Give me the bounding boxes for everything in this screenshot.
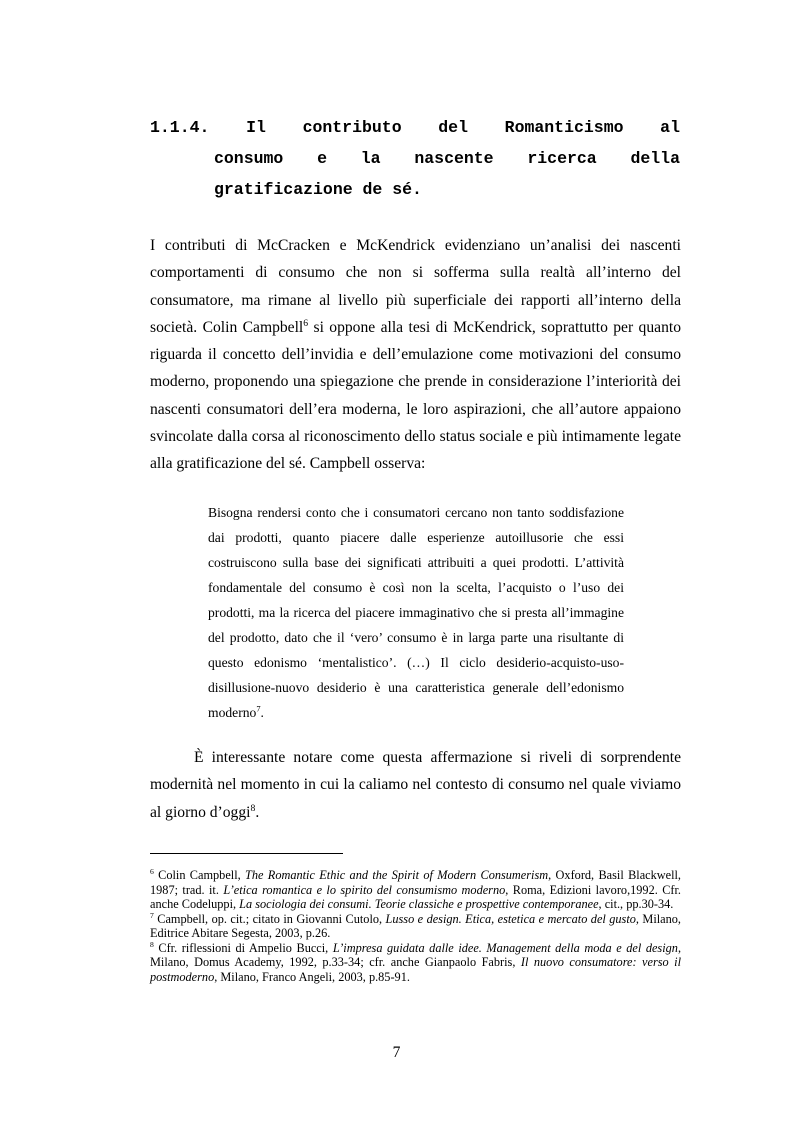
footnote-ref-7[interactable]: 7	[256, 703, 261, 714]
footnote-number: 8	[150, 939, 154, 949]
heading-word: Romanticismo	[504, 118, 624, 137]
heading-word: contributo	[302, 118, 402, 137]
heading-word: della	[630, 149, 680, 168]
footnote-ref-6[interactable]: 6	[303, 317, 309, 329]
footnote-text: , Milano, Domus Academy, 1992, p.33-34; cfr. anche Gianpaolo Fabris,	[150, 940, 682, 969]
footnote-title: The Romantic Ethic and the Spirit of Modern Consumerism	[245, 868, 549, 882]
footnote-title: L’impresa guidata dalle idee. Management della moda e del design	[332, 940, 678, 955]
page-number: 7	[392, 1044, 401, 1061]
paragraph-1-text-cont: si oppone alla tesi di McKendrick, soprattutto per quanto riguarda il concetto dell’invidia e dell’emulazione come motivazioni del consumo moderno, proponendo una spiegazione che prende in considerazione l’interiorità dei nascenti consumatori dell’era moderna, le loro aspirazioni, che all’autore appaiono svincolate dalla corsa al riconoscimento dello status sociale e più intimamente legate alla gratificazione del sé. Campbell osserva:	[150, 318, 681, 473]
paragraph-2-end: .	[255, 803, 260, 821]
footnote-text: , Roma, Edizioni lavoro,1992. Cfr. anche Codeluppi,	[150, 882, 681, 911]
footnote-text: , Oxford, Basil Blackwell, 1987; trad. it.	[150, 868, 682, 897]
block-quote	[208, 500, 624, 725]
heading-word: al	[660, 118, 680, 137]
footnote-text: Colin Campbell,	[153, 868, 246, 882]
heading-word: la	[360, 149, 381, 168]
footnote-text: Cfr. riflessioni di Ampelio Bucci,	[153, 940, 333, 955]
quote-end: .	[260, 705, 264, 720]
section-heading	[150, 112, 680, 205]
footnote-title: Il nuovo consumatore: verso il postmoderno	[150, 955, 681, 984]
heading-word: consumo	[214, 149, 284, 168]
footnote-title: L’etica romantica e lo spirito del consumismo moderno	[223, 882, 506, 897]
paragraph-1-text: I contributi di McCracken e McKendrick evidenziano un’analisi dei nascenti comportamenti di consumo che non si sofferma sulla realtà all’interno del consumatore, ma rimane al livello più superficiale dei rapporti all’interno della società. Colin Campbell	[150, 237, 681, 336]
footnote-number: 6	[150, 866, 154, 876]
heading-word: ricerca	[527, 149, 597, 168]
paragraph-1	[150, 232, 681, 478]
paragraph-2-text: È interessante notare come questa affermazione si riveli di sorprendente modernità nel momento in cui la caliamo nel contesto di consumo nel quale viviamo al giorno d’oggi	[150, 749, 681, 821]
footnote-text: , Milano, Franco Angeli, 2003, p.85-91.	[214, 969, 410, 984]
heading-word: Il	[246, 118, 266, 137]
footnote-separator	[150, 853, 343, 854]
quote-text: Bisogna rendersi conto che i consumatori cercano non tanto soddisfazione dai prodotti, quanto piacere dalle esperienze autoillusorie che essi costruiscono sulla base dei significati attribuiti a quei prodotti. L’attività fondamentale del consumo è così non la scelta, l’acquisto o l’uso dei prodotti, ma la ricerca del piacere immaginativo che si presta all’immagine del prodotto, dato che il ‘vero’ consumo è in larga parte una risultante di questo edonismo ‘mentalistico’. (…) Il ciclo desiderio-acquisto-uso-disillusione-nuovo desiderio è una caratteristica generale dell’edonismo moderno	[208, 505, 624, 720]
footnote-title: Lusso e design. Etica, estetica e mercato del gusto,	[385, 911, 639, 926]
heading-word: gratificazione de sé.	[214, 180, 422, 199]
heading-line-1	[150, 112, 680, 143]
footnote-number: 7	[150, 910, 154, 920]
footnote-title: La sociologia dei consumi. Teorie classiche e prospettive contemporanee	[239, 897, 599, 911]
footnote-6	[150, 868, 681, 912]
heading-line-3	[150, 174, 680, 205]
heading-line-2	[150, 143, 680, 174]
footnote-text: Milano, Editrice Abitare Segesta, 2003, p.26.	[150, 911, 681, 940]
footnote-7	[150, 912, 681, 941]
heading-word: e	[317, 149, 327, 168]
footnote-text: , cit., pp.30-34.	[598, 897, 674, 911]
footnote-text: Campbell, op. cit.; citato in Giovanni Cutolo,	[153, 911, 386, 926]
heading-word: nascente	[414, 149, 494, 168]
heading-word: del	[438, 118, 468, 137]
footnote-ref-8[interactable]: 8	[250, 802, 256, 814]
footnote-8	[150, 941, 681, 985]
heading-number: 1.1.4.	[150, 118, 210, 137]
paragraph-2	[150, 744, 681, 826]
footnotes	[150, 868, 681, 984]
